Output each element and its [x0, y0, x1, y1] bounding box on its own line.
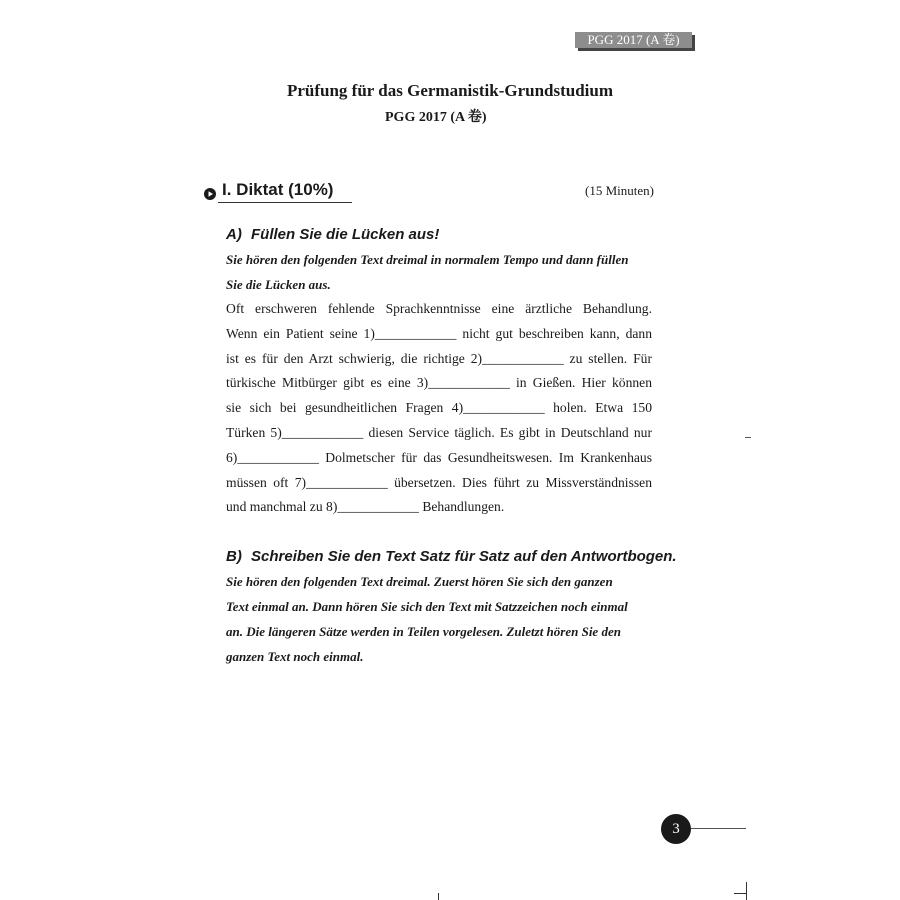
- gap-text-line: türkische Mitbürger gibt es eine 3)____________ in Gießen. Hier können: [226, 375, 652, 391]
- part-a-letter: A): [226, 226, 242, 243]
- part-b-instruction-line: Text einmal an. Dann hören Sie sich den Text mit Satzzeichen noch einmal: [226, 599, 628, 614]
- section-title: I. Diktat (10%): [222, 180, 334, 199]
- page-number-rule: [691, 828, 746, 829]
- crop-mark: [746, 882, 747, 900]
- part-b-instruction-line: Sie hören den folgenden Text dreimal. Zuerst hören Sie sich den ganzen: [226, 574, 613, 589]
- gap-text-line: 6)____________ Dolmetscher für das Gesundheitswesen. Im Krankenhaus: [226, 449, 652, 465]
- gap-text-line: ist es für den Arzt schwierig, die richtige 2)____________ zu stellen. Für: [226, 350, 652, 366]
- page-title: Prüfung für das Germanistik-Grundstudium: [286, 81, 614, 100]
- page-number: 3: [661, 814, 691, 844]
- part-a-heading-text: Füllen Sie die Lücken aus!: [251, 226, 440, 243]
- page-subtitle: PGG 2017 (A 卷): [385, 110, 487, 125]
- part-a-gap-text: [226, 297, 652, 520]
- part-a-instruction-line: Sie die Lücken aus.: [226, 277, 331, 292]
- gap-text-line: Oft erschweren fehlende Sprachkenntnisse eine ärztliche Behandlung.: [226, 301, 652, 316]
- crop-mark: [734, 893, 746, 894]
- part-b-instruction-line: an. Die längeren Sätze werden in Teilen vorgelesen. Zuletzt hören Sie den: [226, 624, 621, 639]
- part-a-instruction: [226, 247, 652, 297]
- section-time: (15 Minuten): [585, 183, 654, 198]
- part-b-letter: B): [226, 548, 242, 565]
- section-underline: [218, 202, 352, 203]
- part-a-heading: [226, 226, 439, 243]
- play-circle-icon: [204, 188, 216, 200]
- crop-mark: [438, 893, 439, 900]
- gap-text-line: müssen oft 7)____________ übersetzen. Dies führt zu Missverständnissen: [226, 474, 652, 490]
- gap-text-line: sie sich bei gesundheitlichen Fragen 4)____________ holen. Etwa 150: [226, 400, 652, 416]
- gap-text-line: und manchmal zu 8)____________ Behandlungen.: [226, 499, 505, 515]
- part-b-instruction-line: ganzen Text noch einmal.: [226, 649, 364, 664]
- part-a-instruction-line: Sie hören den folgenden Text dreimal in normalem Tempo und dann füllen: [226, 252, 629, 267]
- margin-mark: [745, 437, 751, 438]
- header-tab: PGG 2017 (A 卷): [575, 32, 692, 48]
- part-b-heading: [226, 548, 677, 565]
- part-b-heading-text: Schreiben Sie den Text Satz für Satz auf den Antwortbogen.: [251, 548, 677, 565]
- part-b-instruction: [226, 569, 652, 669]
- gap-text-line: Wenn ein Patient seine 1)____________ nicht gut beschreiben kann, dann: [226, 325, 652, 341]
- gap-text-line: Türken 5)____________ diesen Service täglich. Es gibt in Deutschland nur: [226, 424, 652, 440]
- section-heading: [204, 180, 654, 204]
